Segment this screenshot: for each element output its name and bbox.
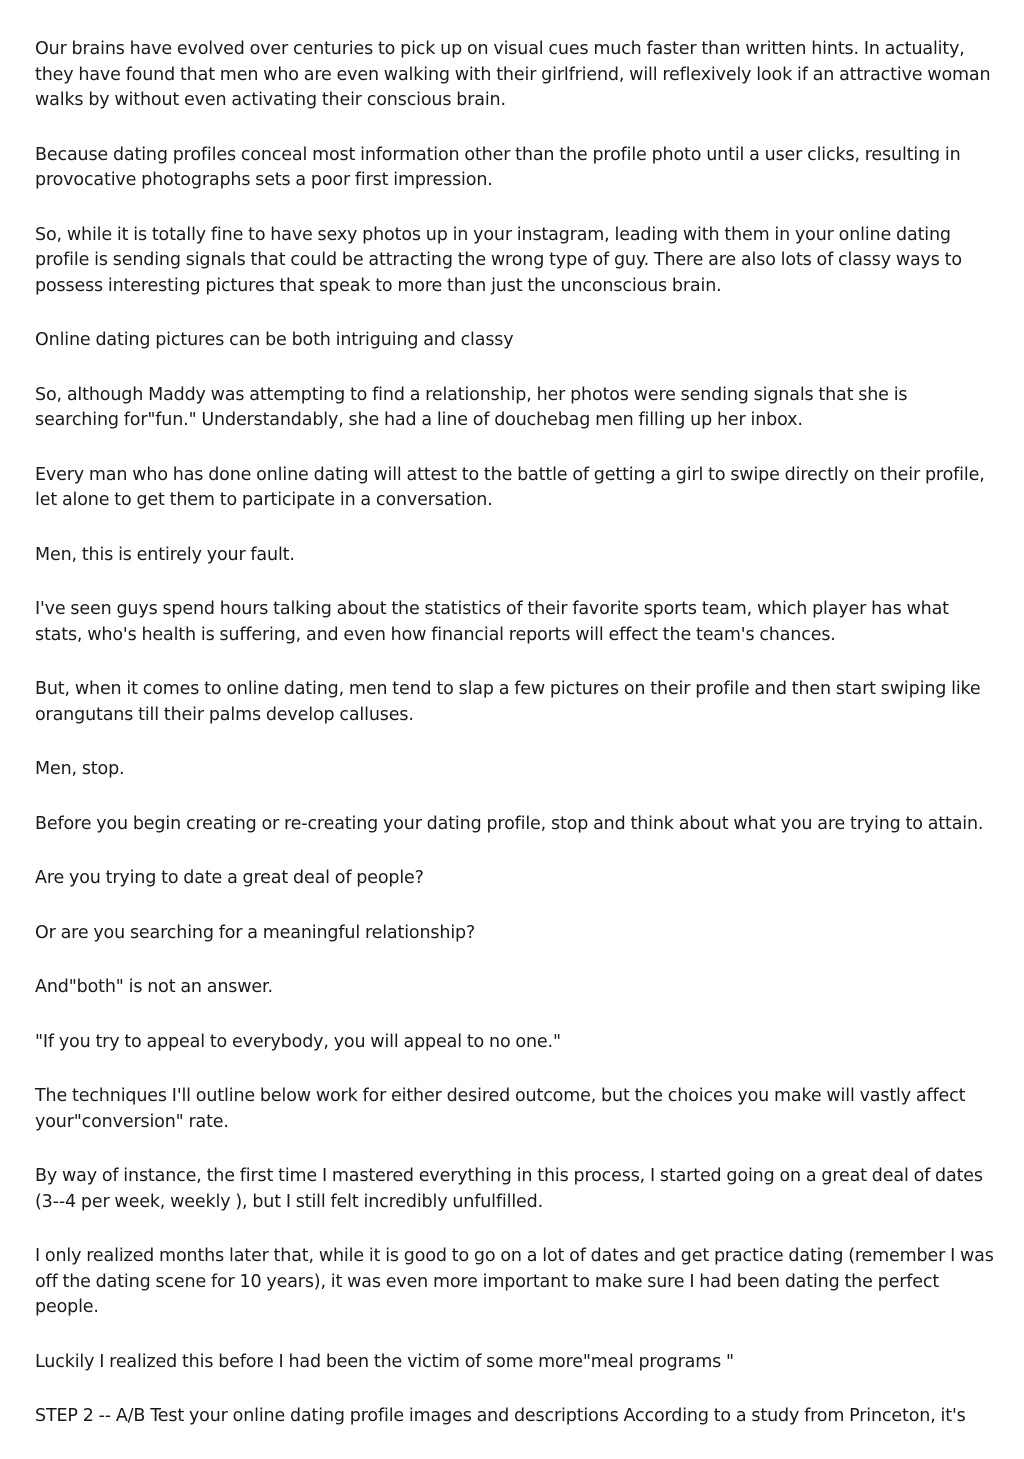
paragraph: Our brains have evolved over centuries to pick up on visual cues much faster than written hints. In actuality, they have found that men who are even walking with their girlfriend, will reflexively look if an attractive woman walks by without even activating their conscious brain. bbox=[35, 39, 991, 110]
paragraph: "If you try to appeal to everybody, you will appeal to no one." bbox=[35, 1031, 561, 1052]
paragraph: Luckily I realized this before I had been the victim of some more"meal programs " bbox=[35, 1351, 734, 1372]
paragraph: Men, this is entirely your fault. bbox=[35, 544, 295, 565]
paragraph: The techniques I'll outline below work for either desired outcome, but the choices you make will vastly affect your"conversion" rate. bbox=[35, 1086, 966, 1132]
paragraph: Men, stop. bbox=[35, 759, 125, 779]
paragraph: Or are you searching for a meaningful relationship? bbox=[35, 922, 476, 943]
paragraph: I've seen guys spend hours talking about the statistics of their favorite sports team, which player has what stats, who's health is suffering, and even how financial reports will effect the team's chances. bbox=[35, 599, 949, 645]
paragraph: Before you begin creating or re-creating your dating profile, stop and think about what you are trying to attain. bbox=[35, 813, 984, 834]
paragraph: By way of instance, the first time I mastered everything in this process, I started going on a great deal of dates (3--4 per week, weekly ), but I still felt incredibly unfulfilled. bbox=[35, 1166, 983, 1212]
paragraph: Online dating pictures can be both intriguing and classy bbox=[35, 330, 514, 350]
document-body bbox=[35, 37, 995, 1459]
paragraph: Are you trying to date a great deal of people? bbox=[35, 868, 424, 888]
paragraph: STEP 2 -- A/B Test your online dating profile images and descriptions According to a study from Princeton, it's bbox=[35, 1406, 966, 1426]
paragraph: Every man who has done online dating will attest to the battle of getting a girl to swipe directly on their profile, let alone to get them to participate in a conversation. bbox=[35, 464, 985, 510]
paragraph: But, when it comes to online dating, men tend to slap a few pictures on their profile and then start swiping like orangutans till their palms develop calluses. bbox=[35, 679, 981, 725]
paragraph: So, while it is totally fine to have sexy photos up in your instagram, leading with them in your online dating profile is sending signals that could be attracting the wrong type of guy. There are also lots of classy ways to possess interesting pictures that speak to more than just the unconscious brain. bbox=[35, 224, 962, 296]
paragraph: And"both" is not an answer. bbox=[35, 977, 273, 997]
paragraph: Because dating profiles conceal most information other than the profile photo until a user clicks, resulting in provocative photographs sets a poor first impression. bbox=[35, 144, 961, 190]
paragraph: So, although Maddy was attempting to find a relationship, her photos were sending signals that she is searching for"fun." Understandably, she had a line of douchebag men filling up her inbox. bbox=[35, 384, 908, 430]
paragraph: I only realized months later that, while it is good to go on a lot of dates and get practice dating (remember I was off the dating scene for 10 years), it was even more important to make sure I had been dating the perfect people. bbox=[35, 1246, 994, 1317]
